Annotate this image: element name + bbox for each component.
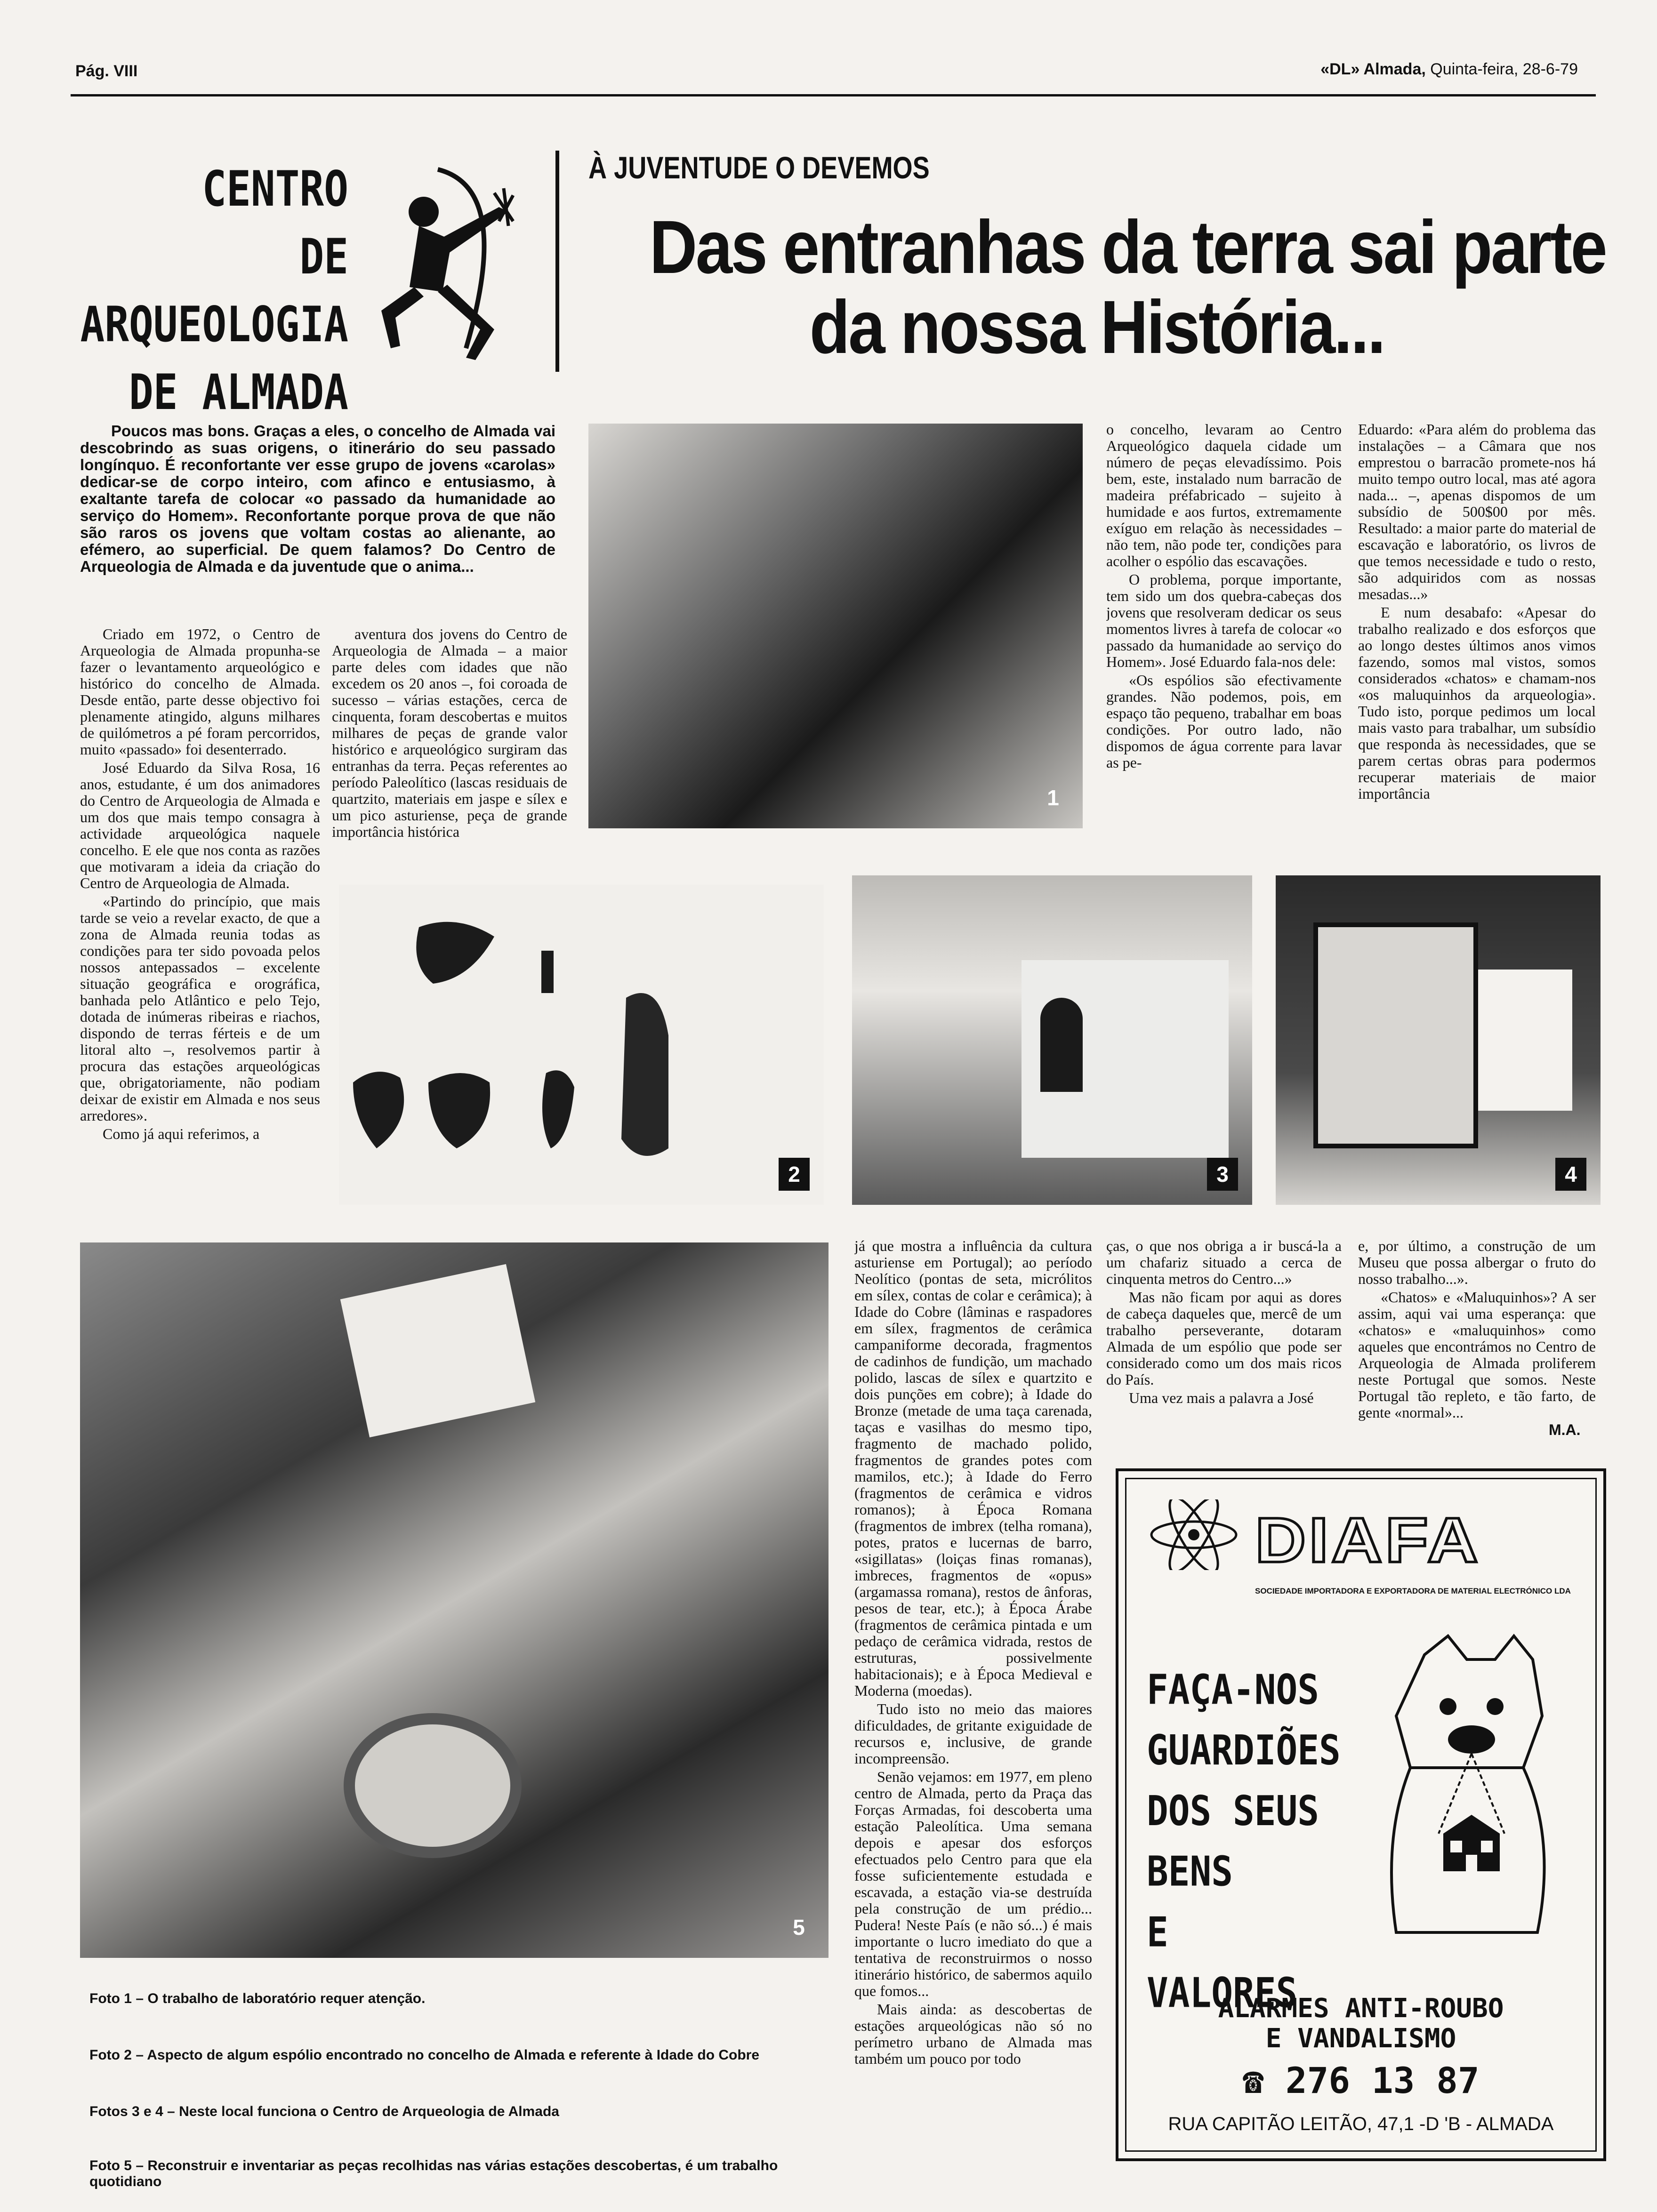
paragraph: Mais ainda: as descobertas de estações arqueológicas não só no perímetro urbano de Almada mas também um pouco por todo — [854, 2001, 1092, 2067]
slogan-line: VALORES — [1147, 1968, 1298, 2017]
ad-phone-number: 276 13 87 — [1285, 2060, 1480, 2101]
diafa-advertisement — [1116, 1468, 1606, 2161]
headline-line: da nossa História... — [809, 285, 1384, 369]
section-title-line: DE ARQUEOLOGIA — [80, 229, 348, 353]
article-column-5 — [854, 1238, 1092, 2184]
photo-number: 2 — [779, 1158, 810, 1191]
photo-copper-age-artifacts — [339, 885, 824, 1205]
header-rule — [71, 94, 1596, 96]
ad-product-line: ALARMES ANTI-ROUBO — [1218, 1993, 1504, 2024]
section-title — [75, 155, 348, 426]
ad-slogan — [1147, 1659, 1341, 2023]
caption-photo-2: Foto 2 – Aspecto de algum espólio encontrado no concelho de Almada e referente à Idade do Cobre — [89, 2047, 760, 2063]
paragraph: «Partindo do princípio, que mais tarde se veio a revelar exacto, de que a zona de Almada reunia todas as condições para ter sido povoada pelos nossos antepassados – excelente situação geográfica e orográfica, banhada pelo Atlântico e pelo Tejo, dotada de inúmeras ribeiras e riachos, dispondo de terras férteis e de um litoral alto –, resolvemos partir à procura das estações arqueológicas que, obrigatoriamente, não podiam deixar de existir em Almada e nos seus arredores». — [80, 893, 320, 1124]
caption-photo-5: Foto 5 – Reconstruir e inventariar as peças recolhidas nas várias estações descobertas, é um trabalho quotidiano — [89, 2158, 778, 2189]
paragraph: Senão vejamos: em 1977, em pleno centro de Almada, perto da Praça das Forças Armadas, foi descoberta uma estação Paleolítica. Uma semana depois e apesar dos esforços efectuados pelo Centro para que ela fosse suficientemente estudada e escavada, a estação via-se destruída pela construção de um prédio... Pudera! Neste País (e não só...) é mais importante o lucro imediato do que a tentativa de reconstruirmos o nosso itinerário histórico, de sabermos aquilo que fomos... — [854, 1768, 1092, 1999]
paragraph: Como já aqui referimos, a — [103, 1125, 260, 1142]
paragraph: E num desabafo: «Apesar do trabalho realizado e dos esforços que ao longo destes últimos anos vimos fazendo, somos mal vistos, somos considerados «chatos» e chamam-nos «os maluquinhos da arqueologia». Tudo isto, porque pedimos um local mais vasto para trabalhar, um subsídio que responda às necessidades, que se parem certas obras para podermos recuperar materiais de maior importância — [1358, 604, 1596, 802]
paragraph: e, por último, a construção de um Museu que possa albergar o fruto do nosso trabalho...». — [1358, 1238, 1596, 1287]
section-title-line: DE ALMADA — [129, 364, 348, 421]
ad-product-line: E VANDALISMO — [1265, 2023, 1456, 2054]
paragraph: aventura dos jovens do Centro de Arqueologia de Almada – a maior parte deles com idades que não excedem os 20 anos –, foi coroada de sucesso – várias estações, cerca de cinquenta, foram descobertas e muitos milhares de peças de grande valor histórico e arqueológico surgiram das entranhas da terra. Peças referentes ao período Paleolítico (lascas residuais de quartzito, materiais em jaspe e sílex e um pico asturiense, peça de grande importância histórica — [332, 626, 567, 840]
page-number: Pág. VIII — [75, 62, 138, 80]
paper-sheet — [340, 1264, 536, 1437]
ad-product — [1118, 1994, 1603, 2054]
caption-photo-1: Foto 1 – O trabalho de laboratório requer atenção. — [89, 1991, 426, 2006]
article-column-6 — [1106, 1238, 1342, 1445]
paragraph: Mas não ficam por aqui as dores de cabeça daqueles que, mercê de um trabalho perseverante, dotaram Almada de um espólio que pode ser considerado como um dos mais ricos do País. — [1106, 1289, 1342, 1388]
headline-line: Das entranhas da terra sai parte — [649, 205, 1606, 289]
photo-number: 4 — [1555, 1158, 1586, 1191]
slogan-line: FAÇA-NOS — [1147, 1665, 1319, 1714]
paragraph: «Os espólios são efectivamente grandes. Não podemos, pois, em espaço tão pequeno, trabalhar em boas condições. Por outro lado, não dispomos de água corrente para lavar as pe- — [1106, 672, 1342, 771]
photo-center-building-door — [1276, 875, 1601, 1205]
photo-reconstruction-work — [80, 1242, 828, 1958]
bowl — [344, 1713, 522, 1858]
photo-center-building-exterior — [852, 875, 1252, 1205]
article-column-2 — [332, 626, 567, 842]
ad-phone — [1118, 2060, 1603, 2101]
paragraph: ças, o que nos obriga a ir buscá-la a um chafariz situado a cerca de cinquenta metros do Centro...» — [1106, 1238, 1342, 1287]
title-divider — [555, 151, 559, 372]
headline-title — [588, 207, 1605, 367]
caption-photos-3-4: Fotos 3 e 4 – Neste local funciona o Centro de Arqueologia de Almada — [89, 2104, 559, 2119]
ad-address: RUA CAPITÃO LEITÃO, 47,1 -D 'B - ALMADA — [1168, 2114, 1554, 2134]
ad-brand: DIAFA — [1255, 1504, 1481, 1576]
article-column-1 — [80, 626, 320, 1219]
bulldog-holding-house-icon — [1354, 1627, 1580, 1975]
headline-kicker: À JUVENTUDE O DEVEMOS — [588, 150, 930, 185]
issue-date: Quinta-feira, 28-6-79 — [1430, 60, 1578, 78]
paragraph: José Eduardo da Silva Rosa, 16 anos, estudante, é um dos animadores do Centro de Arqueologia de Almada e um dos que mais tempo consagra à actividade arqueológica naquele concelho. E ele que nos conta as razões que motivaram a ideia da criação do Centro de Arqueologia de Almada. — [80, 759, 320, 891]
paragraph: «Chatos» e «Maluquinhos»? A ser assim, aqui vai uma esperança: que «chatos» e «maluquinhos» como aqueles que encontrámos no Centro de Arqueologia de Almada proliferem neste Portugal que somos. Neste Portugal tão repleto, e tão farto, de gente «normal»... — [1358, 1289, 1596, 1421]
photo-number: 1 — [1047, 785, 1059, 810]
slogan-line: DOS SEUS — [1147, 1787, 1319, 1835]
building-panel — [1478, 970, 1572, 1111]
article-column-3 — [1106, 421, 1342, 845]
paragraph: o concelho, levaram ao Centro Arqueológico daquela cidade um número de peças elevadíssimo. Pois bem, este, instalado num barracão de madeira préfabricado – sujeito à humidade e aos furtos, extremamente exíguo em relação às necessidades – não tem, não pode ter, condições para acolher o espólio das escavações. — [1106, 421, 1342, 569]
slogan-line: GUARDIÕES — [1147, 1726, 1341, 1774]
telephone-icon: ☎ — [1242, 2060, 1264, 2101]
paper-name: «DL» Almada, — [1320, 60, 1426, 78]
article-lead: Poucos mas bons. Graças a eles, o concelho de Almada vai descobrindo as suas origens, o itinerário do seu passado longínquo. É reconfortante ver esse grupo de jovens «carolas» dedicar-se de corpo inteiro, com afinco e entusiasmo, à exaltante tarefa de colocar «o passado da humanidade ao serviço do Homem». Reconfortante porque prova de que não são raros os jovens que voltam costas ao alienante, ao efémero, ao superficial. De quem falamos? Do Centro de Arqueologia de Almada e da juventude que o anima... — [80, 423, 555, 575]
paragraph: Criado em 1972, o Centro de Arqueologia de Almada propunha-se fazer o levantamento arqueológico e histórico do concelho de Almada. Desde então, parte desse objectivo foi plenamente atingido, alguns milhares de quilómetros a pé foram percorridos, muito «passado» foi desenterrado. — [80, 626, 320, 758]
paragraph: Tudo isto no meio das maiores dificuldades, de gritante exiguidade de recursos e, inclusive, de grande incompreensão. — [854, 1700, 1092, 1767]
photo-number: 3 — [1207, 1158, 1238, 1191]
atom-icon — [1147, 1499, 1241, 1570]
masthead — [1320, 60, 1578, 79]
slogan-line: BENS — [1147, 1847, 1233, 1896]
paragraph: Uma vez mais a palavra a José — [1129, 1389, 1314, 1406]
author-signature: M.A. — [1549, 1421, 1581, 1438]
artifacts-illustration — [339, 885, 824, 1205]
paragraph: O problema, porque importante, tem sido um dos quebra-cabeças dos jovens que resolveram dedicar os seus momentos livres à tarefa de colocar «o passado da humanidade ao serviço do Homem». José Eduardo fala-nos dele: — [1106, 571, 1342, 670]
photo-laboratory — [588, 424, 1083, 828]
building-door-window — [1313, 922, 1478, 1148]
ad-brand-subtitle: SOCIEDADE IMPORTADORA E EXPORTADORA DE MATERIAL ELECTRÓNICO LDA — [1255, 1587, 1571, 1595]
paragraph: Eduardo: «Para além do problema das instalações – a Câmara que nos emprestou o barracão promete-nos há muito tempo outro local, mas até agora nada... –, apenas dispomos de um subsídio de 500$00 por mês. Resultado: a maior parte do material de escavação e laboratório, os livros de que temos necessidade e tudo o resto, são adquiridos com as nossas mesadas...» — [1358, 421, 1596, 602]
paragraph: já que mostra a influência da cultura asturiense em Portugal); ao período Neolítico (pontas de seta, micrólitos em sílex, contas de colar e cerâmica); à Idade do Cobre (lâminas e raspadores em sílex, fragmentos de cerâmica campaniforme decorada, fragmentos de cadinhos de fundição, um machado polido, lascas de sílex e quartzito e dois punções em cobre); à Idade do Bronze (metade de uma taça carenada, taças e vasilhas do mesmo tipo, fragmento de machado polido, fragmentos de grandes potes com mamilos, etc.); à Idade do Ferro (fragmentos de cerâmica e vidros romanos); à Época Romana (fragmentos de imbrex (telha romana), potes, pratos e lucernas de barro, «sigillatas» (loiças finas romanas), imbreces, fragmentos de «opus» (argamassa romana), restos de ânforas, pesos de tear, etc.); à Época Árabe (fragmentos de cerâmica pintada e um pedaço de cerâmica vidrada, restos de estruturas, possivelmente habitacionais); e à Época Medieval e Moderna (moedas). — [854, 1238, 1092, 1699]
article-column-7 — [1358, 1238, 1596, 1426]
section-title-line: CENTRO — [202, 161, 348, 217]
building-window — [1040, 998, 1083, 1092]
archer-figure-icon — [372, 151, 541, 372]
article-column-4 — [1358, 421, 1596, 845]
slogan-line: E — [1147, 1907, 1168, 1956]
photo-number: 5 — [793, 1915, 805, 1940]
